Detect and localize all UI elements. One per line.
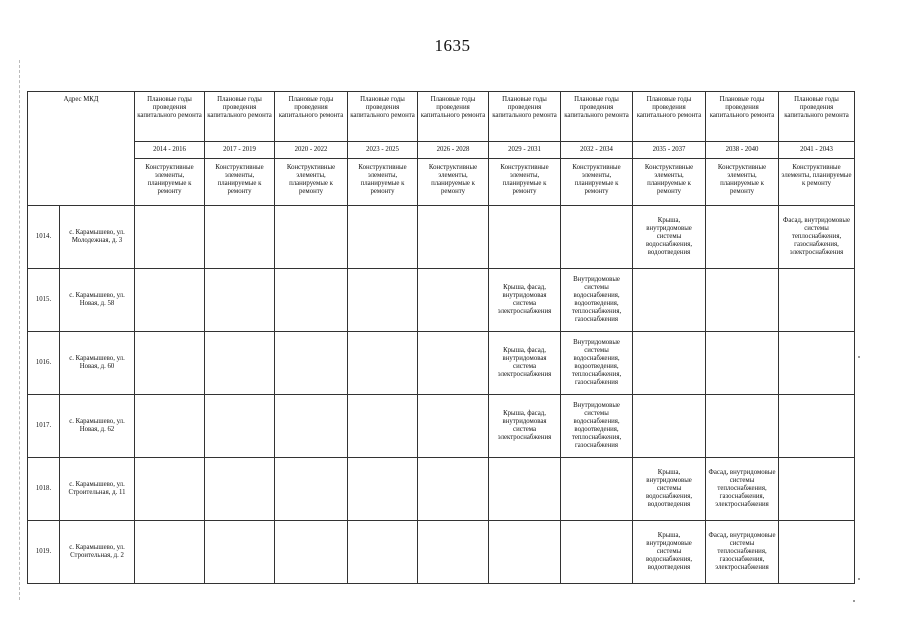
repair-elements-cell (706, 395, 779, 458)
repair-elements-cell (135, 332, 205, 395)
repair-elements-cell (418, 269, 489, 332)
row-number: 1016. (28, 332, 60, 395)
repair-elements-cell (275, 458, 348, 521)
period-title: Плановые годы проведения капитального ремонта (706, 92, 779, 142)
row-address: с. Карамышево, ул. Новая, д. 58 (60, 269, 135, 332)
repair-elements-cell: Крыша, внутридомовые системы водоснабжения, водоотведения (633, 521, 706, 584)
repair-elements-cell: Крыша, фасад, внутридомовая система электроснабжения (489, 395, 561, 458)
address-header: Адрес МКД (28, 92, 135, 206)
repair-elements-cell (348, 521, 418, 584)
row-address: с. Карамышево, ул. Молодежная, д. 3 (60, 206, 135, 269)
table-body (28, 92, 855, 584)
table-row (28, 206, 855, 269)
repair-elements-cell (135, 206, 205, 269)
repair-elements-cell (418, 521, 489, 584)
scan-speck (858, 578, 860, 580)
repair-elements-cell (779, 332, 855, 395)
period-title: Плановые годы проведения капитального ремонта (205, 92, 275, 142)
repair-elements-cell (418, 458, 489, 521)
repair-elements-cell: Крыша, внутридомовые системы водоснабжения, водоотведения (633, 458, 706, 521)
period-range: 2017 - 2019 (205, 142, 275, 159)
repair-elements-cell (348, 332, 418, 395)
period-title: Плановые годы проведения капитального ремонта (633, 92, 706, 142)
period-range: 2041 - 2043 (779, 142, 855, 159)
period-elements-label: Конструктивные элементы, планируемые к ремонту (561, 159, 633, 206)
repair-elements-cell: Крыша, фасад, внутридомовая система электроснабжения (489, 332, 561, 395)
period-range: 2038 - 2040 (706, 142, 779, 159)
repair-elements-cell (275, 395, 348, 458)
period-title: Плановые годы проведения капитального ремонта (418, 92, 489, 142)
row-address: с. Карамышево, ул. Строительная, д. 11 (60, 458, 135, 521)
repair-elements-cell (205, 395, 275, 458)
repair-elements-cell (348, 206, 418, 269)
repair-schedule-table (27, 91, 855, 584)
repair-elements-cell: Крыша, внутридомовые системы водоснабжения, водоотведения (633, 206, 706, 269)
repair-elements-cell (275, 332, 348, 395)
row-number: 1017. (28, 395, 60, 458)
row-number: 1019. (28, 521, 60, 584)
repair-elements-cell: Фасад, внутридомовые системы теплоснабжения, газоснабжения, электроснабжения (779, 206, 855, 269)
period-elements-label: Конструктивные элементы, планируемые к ремонту (135, 159, 205, 206)
scan-speck (853, 600, 855, 602)
scan-speck (858, 356, 860, 358)
row-address: с. Карамышево, ул. Новая, д. 60 (60, 332, 135, 395)
period-elements-label: Конструктивные элементы, планируемые к ремонту (348, 159, 418, 206)
repair-elements-cell (633, 332, 706, 395)
period-elements-label: Конструктивные элементы, планируемые к ремонту (275, 159, 348, 206)
repair-elements-cell (706, 269, 779, 332)
period-range: 2032 - 2034 (561, 142, 633, 159)
repair-elements-cell (275, 206, 348, 269)
row-address: с. Карамышево, ул. Новая, д. 62 (60, 395, 135, 458)
period-range: 2026 - 2028 (418, 142, 489, 159)
repair-elements-cell (706, 332, 779, 395)
table-row (28, 521, 855, 584)
repair-elements-cell (205, 269, 275, 332)
table-row (28, 458, 855, 521)
repair-elements-cell (418, 206, 489, 269)
repair-elements-cell: Фасад, внутридомовые системы теплоснабжения, газоснабжения, электроснабжения (706, 458, 779, 521)
page-number: 1635 (434, 36, 471, 55)
repair-elements-cell (561, 206, 633, 269)
repair-elements-cell (205, 458, 275, 521)
header-row-elements (28, 159, 855, 206)
period-range: 2020 - 2022 (275, 142, 348, 159)
period-elements-label: Конструктивные элементы, планируемые к ремонту (706, 159, 779, 206)
repair-elements-cell (779, 521, 855, 584)
period-title: Плановые годы проведения капитального ремонта (275, 92, 348, 142)
repair-elements-cell (489, 521, 561, 584)
repair-elements-cell (418, 395, 489, 458)
repair-elements-cell (633, 395, 706, 458)
period-range: 2029 - 2031 (489, 142, 561, 159)
header-row-years (28, 92, 855, 142)
repair-elements-cell (205, 521, 275, 584)
period-range: 2035 - 2037 (633, 142, 706, 159)
period-elements-label: Конструктивные элементы, планируемые к ремонту (779, 159, 855, 206)
repair-elements-cell (205, 206, 275, 269)
period-range: 2023 - 2025 (348, 142, 418, 159)
period-title: Плановые годы проведения капитального ремонта (489, 92, 561, 142)
period-title: Плановые годы проведения капитального ремонта (779, 92, 855, 142)
period-elements-label: Конструктивные элементы, планируемые к ремонту (489, 159, 561, 206)
repair-elements-cell (418, 332, 489, 395)
repair-elements-cell (706, 206, 779, 269)
repair-elements-cell (135, 458, 205, 521)
repair-elements-cell (489, 458, 561, 521)
repair-elements-cell (348, 458, 418, 521)
repair-elements-cell: Крыша, фасад, внутридомовая система электроснабжения (489, 269, 561, 332)
repair-elements-cell (135, 395, 205, 458)
margin-line (19, 60, 20, 600)
table-row (28, 332, 855, 395)
repair-elements-cell (779, 395, 855, 458)
repair-elements-cell: Внутридомовые системы водоснабжения, водоотведения, теплоснабжения, газоснабжения (561, 332, 633, 395)
repair-elements-cell (489, 206, 561, 269)
period-title: Плановые годы проведения капитального ремонта (561, 92, 633, 142)
period-elements-label: Конструктивные элементы, планируемые к ремонту (205, 159, 275, 206)
row-number: 1015. (28, 269, 60, 332)
repair-elements-cell (561, 521, 633, 584)
repair-elements-cell: Фасад, внутридомовые системы теплоснабжения, газоснабжения, электроснабжения (706, 521, 779, 584)
repair-elements-cell (633, 269, 706, 332)
header-row-ranges (28, 142, 855, 159)
repair-elements-cell (135, 521, 205, 584)
repair-elements-cell (205, 332, 275, 395)
repair-elements-cell (275, 269, 348, 332)
repair-elements-cell (779, 458, 855, 521)
row-number: 1018. (28, 458, 60, 521)
period-range: 2014 - 2016 (135, 142, 205, 159)
repair-elements-cell (348, 269, 418, 332)
row-address: с. Карамышево, ул. Строительная, д. 2 (60, 521, 135, 584)
table-row (28, 269, 855, 332)
repair-elements-cell (135, 269, 205, 332)
repair-elements-cell (275, 521, 348, 584)
period-title: Плановые годы проведения капитального ремонта (135, 92, 205, 142)
period-elements-label: Конструктивные элементы, планируемые к ремонту (633, 159, 706, 206)
repair-elements-cell: Внутридомовые системы водоснабжения, водоотведения, теплоснабжения, газоснабжения (561, 395, 633, 458)
repair-elements-cell (779, 269, 855, 332)
table-row (28, 395, 855, 458)
repair-elements-cell (561, 458, 633, 521)
repair-elements-cell: Внутридомовые системы водоснабжения, водоотведения, теплоснабжения, газоснабжения (561, 269, 633, 332)
period-elements-label: Конструктивные элементы, планируемые к ремонту (418, 159, 489, 206)
repair-elements-cell (348, 395, 418, 458)
row-number: 1014. (28, 206, 60, 269)
period-title: Плановые годы проведения капитального ремонта (348, 92, 418, 142)
